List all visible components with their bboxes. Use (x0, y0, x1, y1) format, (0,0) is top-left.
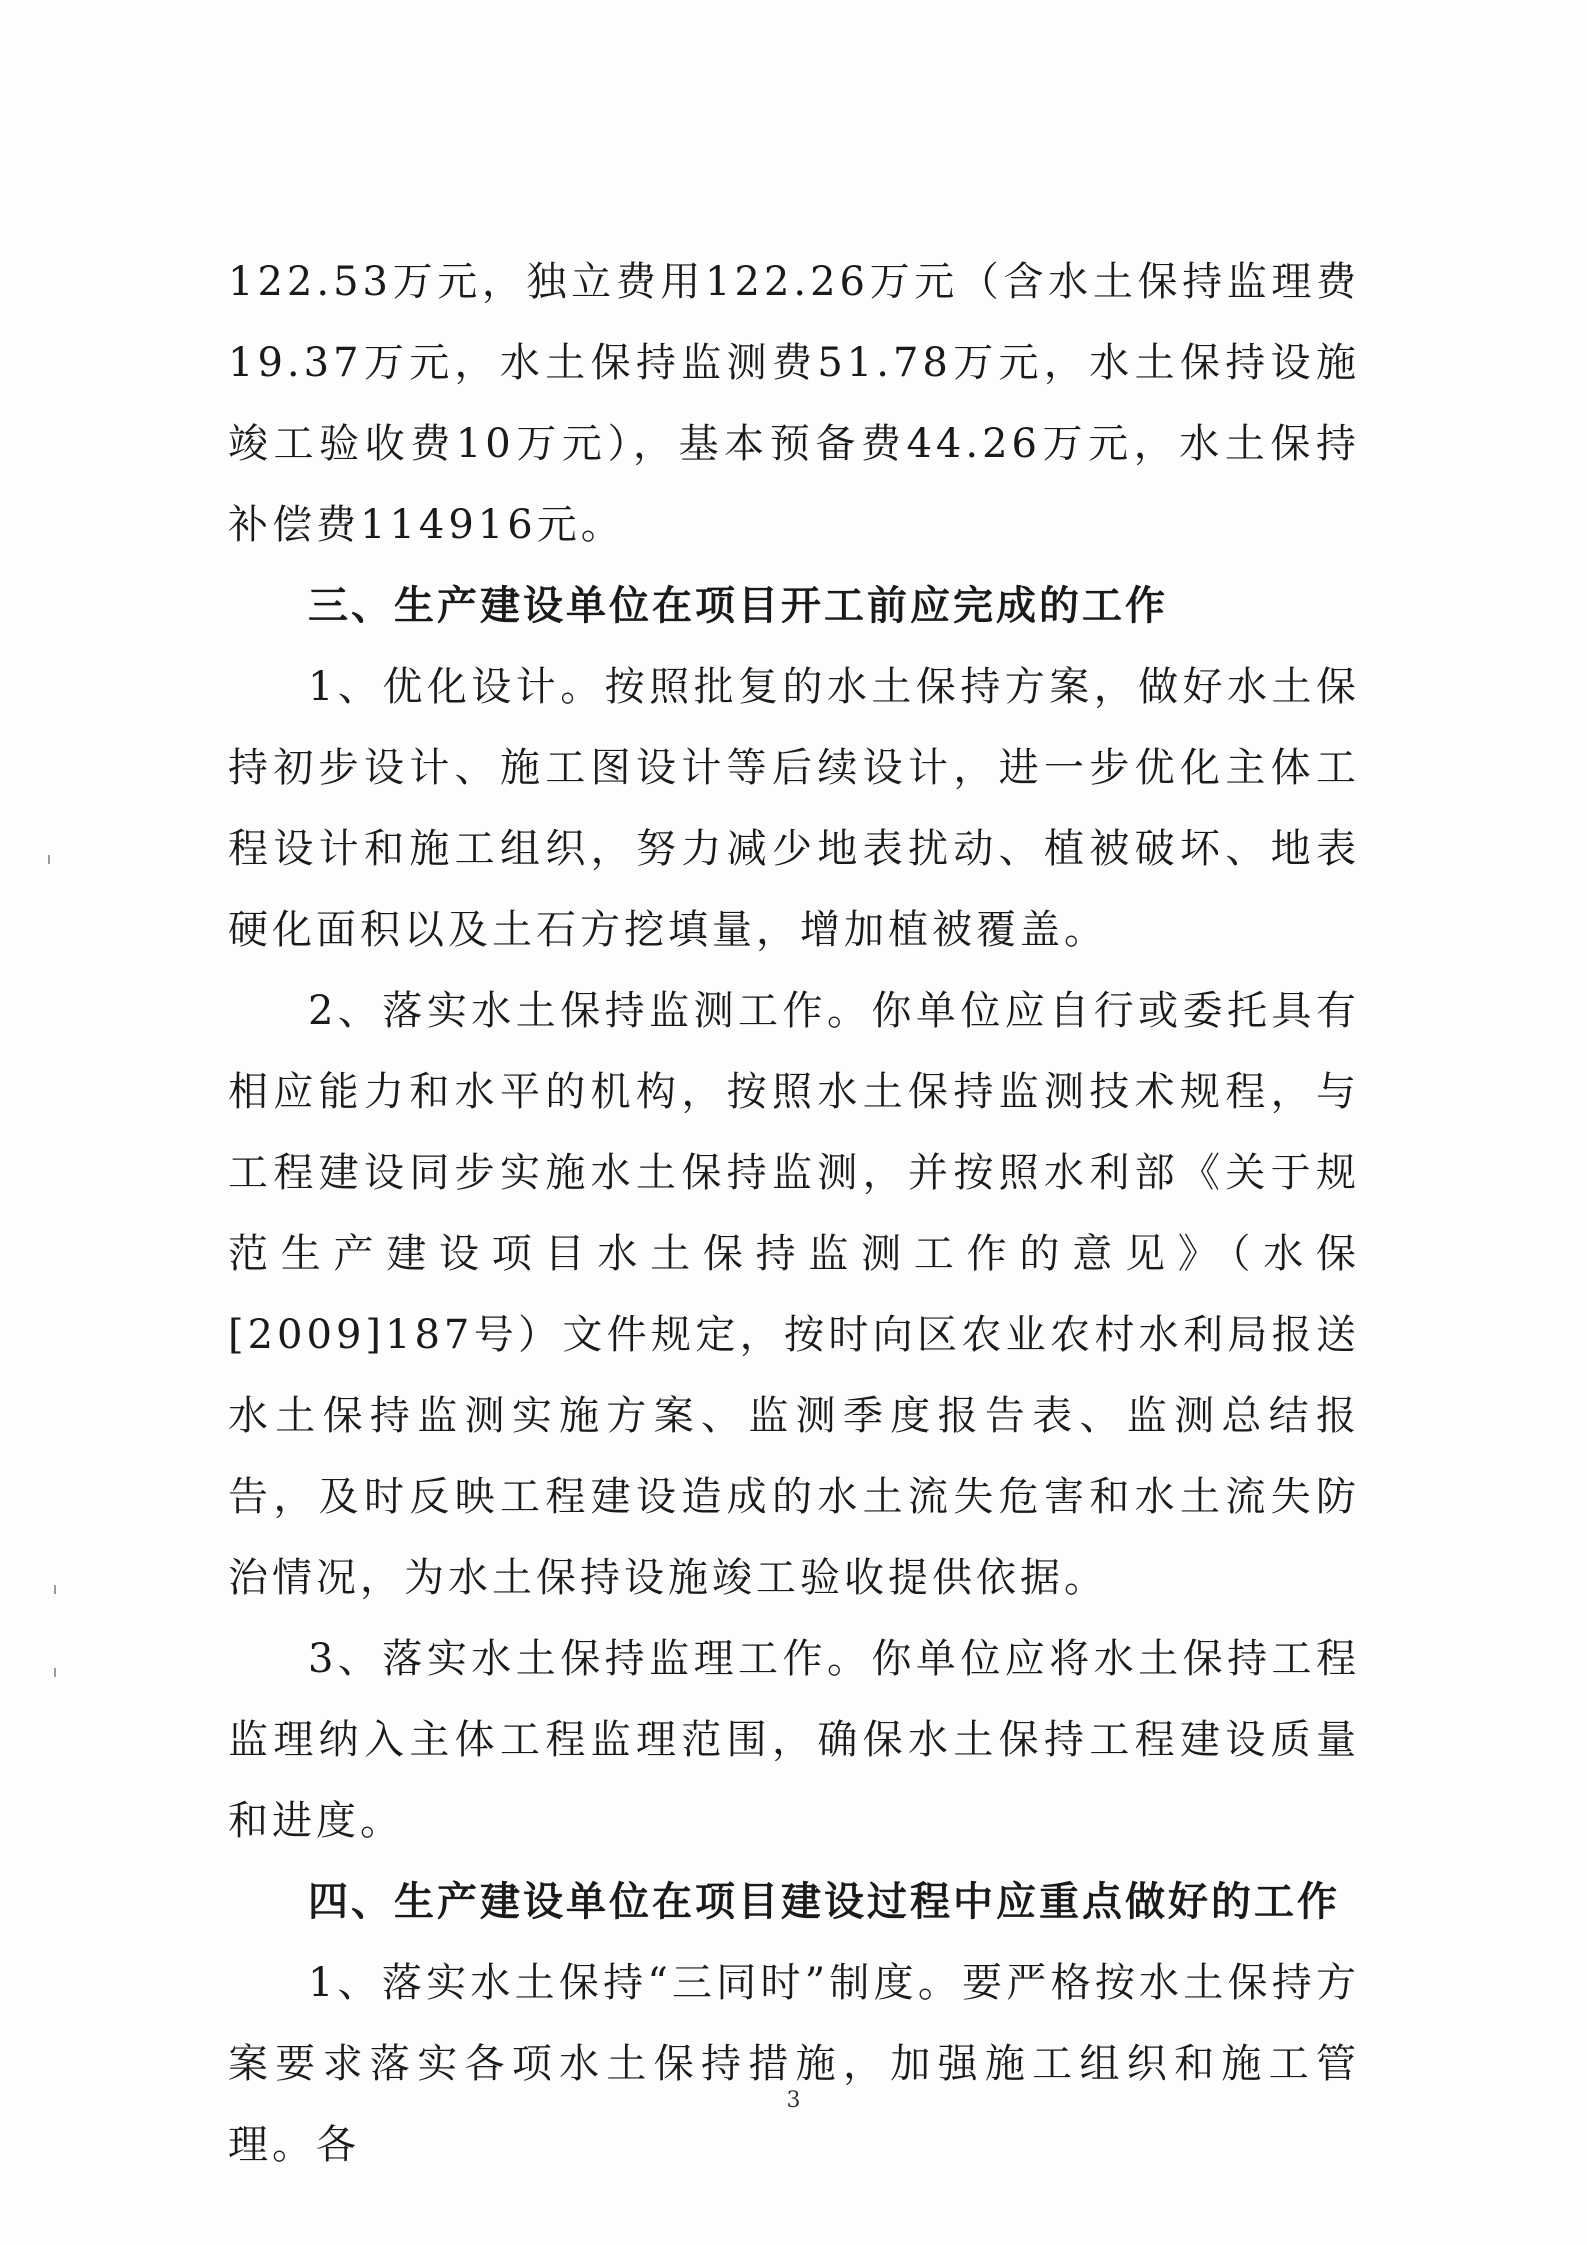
paragraph-cost-summary: 122.53万元，独立费用122.26万元（含水土保持监理费19.37万元，水土保持监测费51.78万元，水土保持设施竣工验收费10万元），基本预备费44.26万元，水土保持补偿费114916元。 (228, 259, 1360, 548)
scan-artifact-mark (54, 1668, 56, 1677)
paragraph-optimize-design: 1、优化设计。按照批复的水土保持方案，做好水土保持初步设计、施工图设计等后续设计，进一步优化主体工程设计和施工组织，努力减少地表扰动、植被破坏、地表硬化面积以及土石方挖填量，增加植被覆盖。 (228, 664, 1360, 953)
scan-artifact-mark (54, 1585, 56, 1594)
page-number: 3 (786, 2088, 801, 2113)
document-body (228, 242, 1360, 2186)
paragraph-supervision: 3、落实水土保持监理工作。你单位应将水土保持工程监理纳入主体工程监理范围，确保水土保持工程建设质量和进度。 (228, 1636, 1360, 1844)
section-heading-3: 三、生产建设单位在项目开工前应完成的工作 (308, 583, 1168, 629)
paragraph-three-simultaneous: 1、落实水土保持“三同时”制度。要严格按水土保持方案要求落实各项水土保持措施，加强施工组织和施工管理。各 (228, 1960, 1360, 2168)
scan-artifact-mark (48, 855, 50, 864)
paragraph-monitoring: 2、落实水土保持监测工作。你单位应自行或委托具有相应能力和水平的机构，按照水土保持监测技术规程，与工程建设同步实施水土保持监测，并按照水利部《关于规范生产建设项目水土保持监测工作的意见》（水保[2009]187号）文件规定，按时向区农业农村水利局报送水土保持监测实施方案、监测季度报告表、监测总结报告，及时反映工程建设造成的水土流失危害和水土流失防治情况，为水土保持设施竣工验收提供依据。 (228, 988, 1360, 1601)
section-heading-4: 四、生产建设单位在项目建设过程中应重点做好的工作 (308, 1879, 1340, 1925)
